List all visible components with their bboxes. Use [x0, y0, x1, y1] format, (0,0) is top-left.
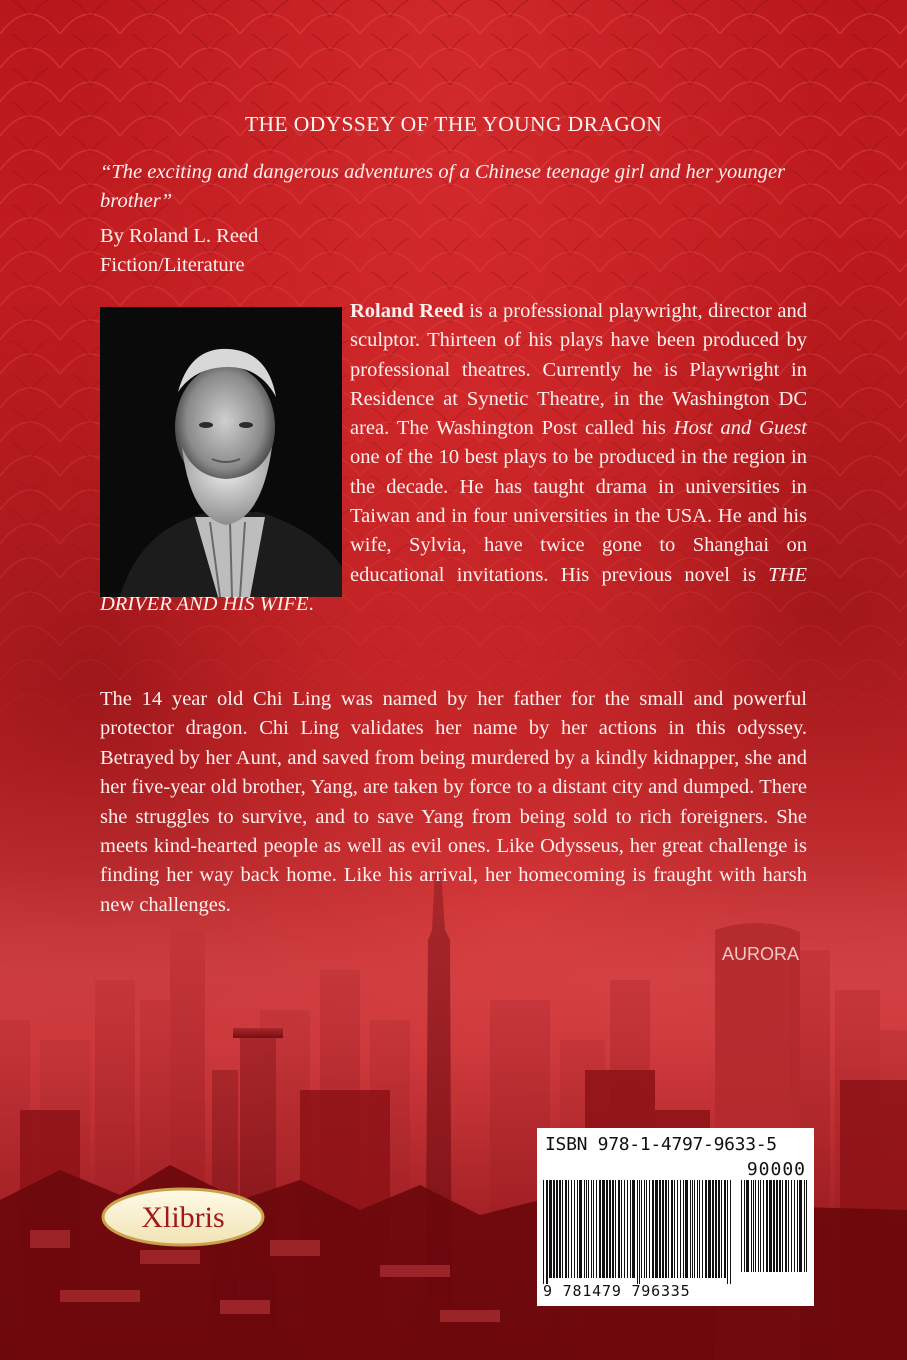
barcode-addon-bar — [799, 1180, 802, 1272]
barcode-bar — [637, 1180, 638, 1284]
barcode-bar — [627, 1180, 628, 1278]
bio-text-part3: . — [308, 592, 314, 615]
barcode-bar — [730, 1180, 731, 1284]
book-synopsis: The 14 year old Chi Ling was named by her father for the small and powerful protector dragon. Chi Ling validates her name by her actions in this odyssey. Betrayed by her Aunt, and saved from being murdered by a kindly kidnapper, she and her five-year old brother, Yang, are taken by force to a distant city and dumped. There she struggles to survive, and to save Yang from being sold to rich foreigners. She meets kind-hearted people as well as evil ones. Like Odysseus, her great challenge is finding her way back home. Like his arrival, her homecoming is fraught with harsh new challenges. — [100, 688, 807, 916]
barcode-bar — [596, 1180, 597, 1278]
barcode-bar — [606, 1180, 608, 1278]
barcode-bar — [712, 1180, 714, 1278]
barcode-bar — [588, 1180, 589, 1278]
barcode-addon-bar — [791, 1180, 792, 1272]
barcode-bar — [630, 1180, 631, 1278]
barcode-addon-bar — [760, 1180, 761, 1272]
barcode-bar — [662, 1180, 664, 1278]
barcode-bar — [690, 1180, 691, 1278]
barcode-bar — [692, 1180, 693, 1278]
book-title: THE ODYSSEY OF THE YOUNG DRAGON — [244, 112, 663, 136]
barcode-bar — [565, 1180, 567, 1278]
barcode-bar — [702, 1180, 703, 1278]
barcode-addon-bar — [782, 1180, 783, 1272]
barcode-bar — [683, 1180, 684, 1278]
barcode-bar — [727, 1180, 728, 1284]
price-addon-code: 90000 — [746, 1159, 806, 1180]
barcode-bar — [652, 1180, 654, 1278]
bio-author-name: Roland Reed — [350, 300, 464, 322]
barcode-bar — [602, 1180, 605, 1278]
barcode-bar — [624, 1180, 625, 1278]
barcode-addon-bar — [744, 1180, 745, 1272]
barcode-bar — [571, 1180, 572, 1278]
barcode-bar — [671, 1180, 673, 1278]
ean-digits: 9 781479 796335 — [543, 1282, 691, 1300]
barcode-addon-bar — [773, 1180, 775, 1272]
isbn-barcode — [537, 1128, 814, 1306]
barcode-bar — [724, 1180, 726, 1278]
barcode-bar — [553, 1180, 555, 1278]
barcode-bar — [579, 1180, 582, 1278]
barcode-bar — [641, 1180, 642, 1278]
building-sign: AURORA — [722, 944, 800, 964]
barcode-bar — [680, 1180, 681, 1278]
author-bio — [100, 297, 807, 619]
barcode-bar — [659, 1180, 661, 1278]
barcode-addon-bar — [797, 1180, 798, 1272]
barcode-bar — [699, 1180, 700, 1278]
barcode-bar — [543, 1180, 544, 1284]
barcode-addon-bar — [769, 1180, 772, 1272]
barcode-bar — [646, 1180, 647, 1278]
barcode-bar — [668, 1180, 669, 1278]
publisher-name: Xlibris — [141, 1201, 225, 1234]
barcode-addon-bar — [804, 1180, 805, 1272]
barcode-bar — [612, 1180, 614, 1278]
barcode-bar — [632, 1180, 635, 1278]
barcode-addon-bar — [758, 1180, 759, 1272]
barcode-addon-bar — [755, 1180, 756, 1272]
barcode-bar — [584, 1180, 585, 1278]
barcode-bar — [574, 1180, 575, 1278]
barcode-bar — [546, 1180, 548, 1284]
barcode-addon-bar — [794, 1180, 795, 1272]
barcode-addon-bar — [776, 1180, 778, 1272]
barcode-bar — [591, 1180, 592, 1278]
barcode-bar — [649, 1180, 650, 1278]
bio-text-part1: is a professional playwright, director and sculptor. Thirteen of his plays have been produced by professional theatres. Currently he is Playwright in Residence at Synetic Theatre, in the Washington DC area. The Washington Post called his — [350, 300, 807, 440]
author-byline: By Roland L. Reed — [100, 225, 259, 247]
barcode-bars — [541, 1180, 810, 1284]
barcode-bar — [718, 1180, 720, 1278]
barcode-bar — [593, 1180, 594, 1278]
genre-label: Fiction/Literature — [100, 254, 245, 276]
barcode-addon-bar — [766, 1180, 768, 1272]
barcode-bar — [577, 1180, 578, 1278]
barcode-bar — [674, 1180, 675, 1278]
publisher-logo — [100, 1186, 266, 1248]
barcode-bar — [559, 1180, 561, 1278]
barcode-bar — [549, 1180, 552, 1278]
barcode-bar — [644, 1180, 645, 1278]
barcode-bar — [568, 1180, 569, 1278]
barcode-addon-bar — [785, 1180, 787, 1272]
bio-play-title: Host and Guest — [673, 417, 807, 440]
barcode-addon-bar — [763, 1180, 764, 1272]
barcode-bar — [694, 1180, 695, 1278]
barcode-bar — [708, 1180, 711, 1278]
barcode-bar — [685, 1180, 688, 1278]
barcode-bar — [705, 1180, 707, 1278]
barcode-bar — [621, 1180, 622, 1278]
barcode-bar — [639, 1180, 640, 1284]
barcode-bar — [655, 1180, 658, 1278]
barcode-addon-bar — [751, 1180, 752, 1272]
barcode-bar — [599, 1180, 601, 1278]
barcode-addon-bar — [806, 1180, 807, 1272]
barcode-bar — [665, 1180, 667, 1278]
barcode-addon-bar — [746, 1180, 749, 1272]
tagline-quote: “The exciting and dangerous adventures of a Chinese teenage girl and her younger brother” — [100, 161, 786, 212]
barcode-bar — [677, 1180, 678, 1278]
barcode-bar — [618, 1180, 620, 1278]
barcode-bar — [721, 1180, 722, 1278]
bio-text-part2: one of the 10 best plays to be produced in the region in the decade. He has taught drama in universities in Taiwan and in four universities in the USA. He and his wife, Sylvia, have twice gone to Shanghai on educational invitations. His previous novel is — [350, 446, 807, 586]
barcode-bar — [715, 1180, 717, 1278]
barcode-addon-bar — [753, 1180, 754, 1272]
barcode-bar — [697, 1180, 698, 1278]
barcode-addon-bar — [741, 1180, 742, 1272]
barcode-addon-bar — [779, 1180, 781, 1272]
barcode-bar — [609, 1180, 611, 1278]
isbn-number: ISBN 978-1-4797-9633-5 — [545, 1134, 777, 1155]
barcode-bar — [615, 1180, 616, 1278]
barcode-bar — [562, 1180, 563, 1278]
barcode-bar — [556, 1180, 558, 1278]
barcode-addon-bar — [788, 1180, 789, 1272]
bio-novel-title: THE DRIVER AND HIS WIFE — [100, 563, 807, 615]
barcode-bar — [586, 1180, 587, 1278]
